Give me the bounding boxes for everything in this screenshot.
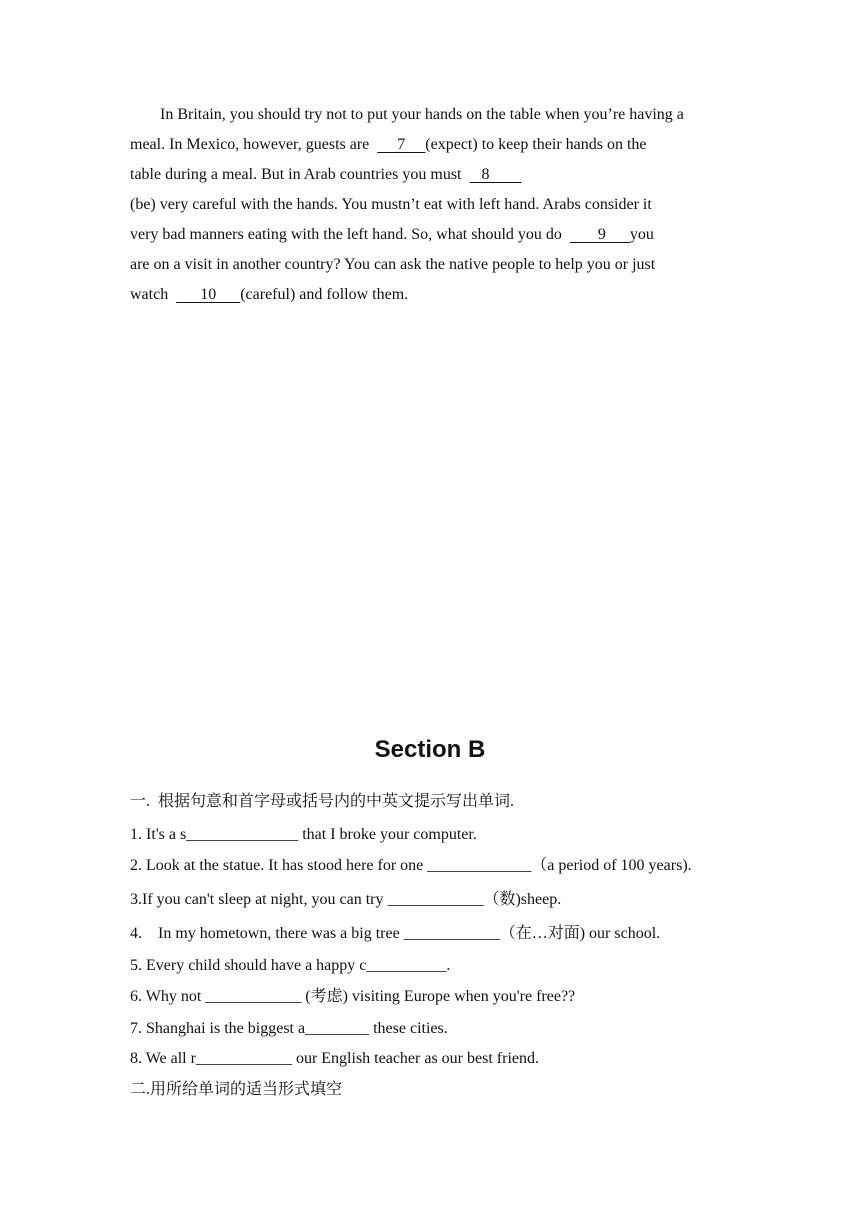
exercise-item: 5. Every child should have a happy c__________. [130,957,451,974]
blank-9[interactable]: 9 [569,226,630,243]
part2-heading: 二.用所给单词的适当形式填空 [130,1081,343,1098]
passage-line [130,225,654,245]
blank-8[interactable]: 8 [469,166,522,183]
blank-7[interactable]: 7 [377,136,426,153]
exercise-item: 8. We all r____________ our English teacher as our best friend. [130,1050,539,1067]
section-title: Section B [374,736,486,763]
passage-text: table during a meal. But in Arab countries you must [130,166,470,183]
passage-text: you [629,226,654,243]
passage-line: In Britain, you should try not to put your hands on the table when you’re having a [160,106,684,123]
passage-line: are on a visit in another country? You can ask the native people to help you or just [130,256,656,273]
passage-text: (expect) to keep their hands on the [425,136,647,153]
exercise-item: 4. In my hometown, there was a big tree ____________（在…对面) our school. [130,925,661,942]
passage-text: watch [130,286,177,303]
passage-text: very bad manners eating with the left hand. So, what should you do [130,226,570,243]
blank-10[interactable]: 10 [176,286,241,303]
passage-text: meal. In Mexico, however, guests are [130,136,378,153]
exercise-item: 7. Shanghai is the biggest a________ these cities. [130,1020,448,1037]
exercise-item: 3.If you can't sleep at night, you can try ____________（数)sheep. [130,891,562,908]
part1-heading: 一. 根据句意和首字母或括号内的中英文提示写出单词. [130,793,515,810]
exercise-item: 2. Look at the statue. It has stood here for one _____________（a period of 100 years). [130,857,692,874]
passage-text: (careful) and follow them. [240,286,409,303]
passage-line [130,135,647,155]
exercise-item: 1. It's a s______________ that I broke your computer. [130,826,477,843]
passage-line [130,285,408,305]
passage-line: (be) very careful with the hands. You mustn’t eat with left hand. Arabs consider it [130,196,652,213]
passage-line [130,165,522,185]
exercise-item: 6. Why not ____________ (考虑) visiting Europe when you're free?? [130,988,576,1005]
